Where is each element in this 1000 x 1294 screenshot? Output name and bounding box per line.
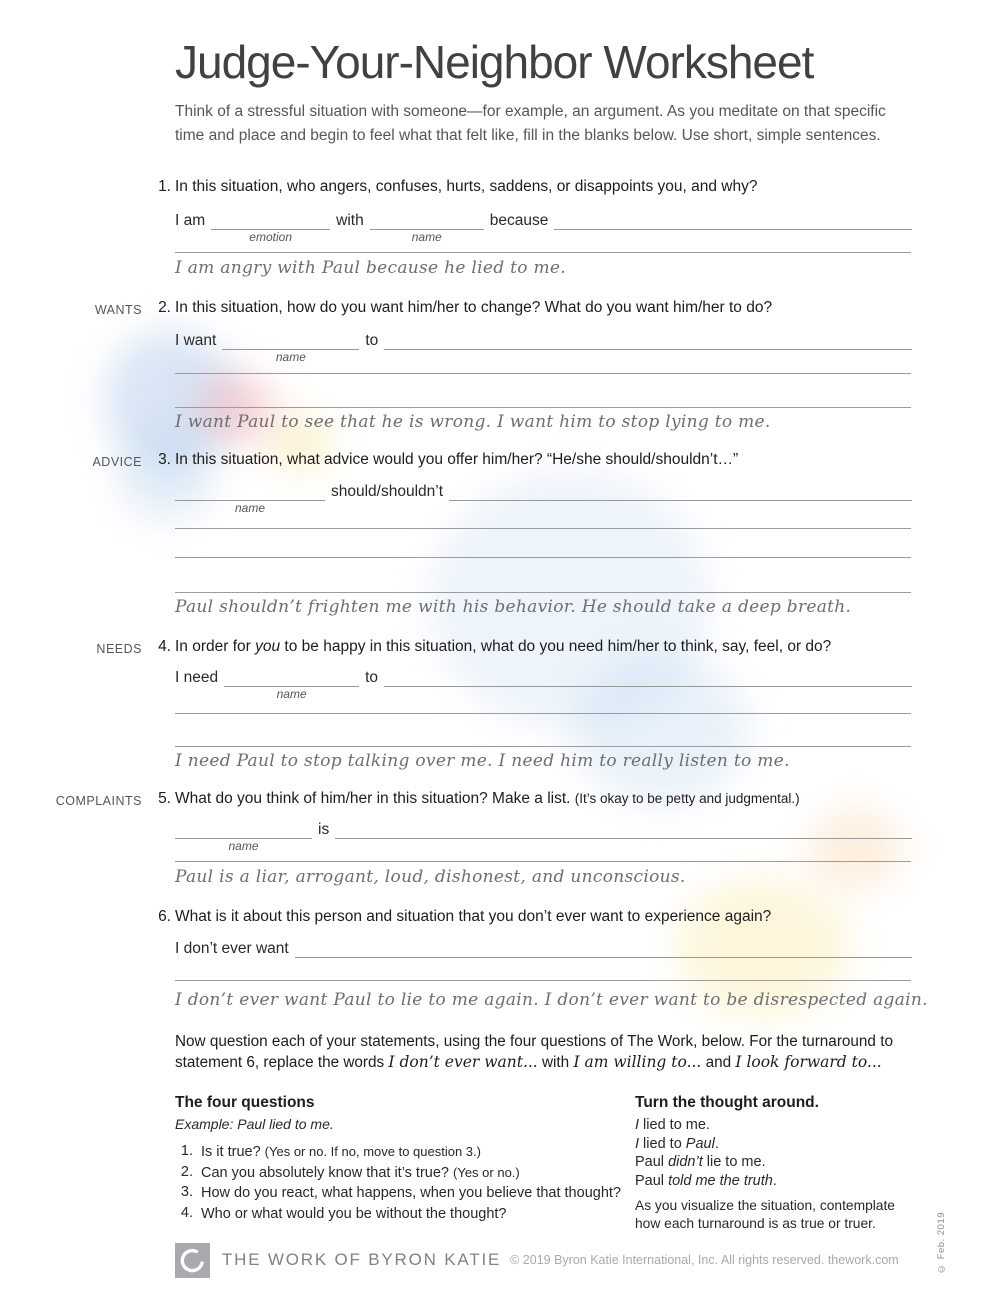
blank-label: name xyxy=(276,687,307,701)
script-phrase: I am willing to... xyxy=(573,1053,702,1071)
copyright-text: © 2019 Byron Katie International, Inc. All rights reserved. thework.com xyxy=(510,1253,899,1267)
fill-connector: to xyxy=(365,669,379,686)
blank-answer xyxy=(335,817,912,839)
footer xyxy=(175,1242,899,1278)
question-number: 4. xyxy=(158,638,171,655)
blank-emotion xyxy=(211,208,330,244)
blank-name xyxy=(175,479,325,515)
writing-line xyxy=(175,373,911,374)
blank-answer xyxy=(384,665,912,687)
blank-label: name xyxy=(234,501,266,515)
blank-name xyxy=(224,665,359,701)
writing-line xyxy=(175,980,911,981)
fill-connector: because xyxy=(489,212,549,229)
list-item: 1. Is it true? (Yes or no. If no, move to question 3.) xyxy=(180,1143,481,1160)
question-6 xyxy=(158,907,912,927)
side-label-complaints: COMPLAINTS xyxy=(55,794,142,808)
fill-connector: to xyxy=(365,332,379,349)
writing-line xyxy=(175,252,911,253)
fill-prefix: I don’t ever want xyxy=(175,940,289,957)
brand-wordmark: THE WORK OF BYRON KATIE xyxy=(222,1250,502,1269)
question-number: 2. xyxy=(158,299,171,316)
writing-line xyxy=(175,861,911,862)
script-phrase: I look forward to... xyxy=(735,1053,882,1071)
fill-connector: should/shouldn’t xyxy=(331,483,444,500)
question-1 xyxy=(158,177,912,197)
writing-line xyxy=(175,713,911,714)
example-answer: I need Paul to stop talking over me. I need him to really listen to me. xyxy=(175,751,790,771)
question-5 xyxy=(55,789,912,809)
question-text: In this situation, how do you want him/her to change? What do you want him/her to do? xyxy=(175,299,773,316)
byron-katie-logo-icon xyxy=(175,1243,210,1278)
side-label-wants: WANTS xyxy=(94,303,142,317)
four-questions-section xyxy=(175,1094,630,1224)
q6-fill-row xyxy=(175,937,912,958)
question-number: 5. xyxy=(158,790,171,807)
question-2 xyxy=(94,298,912,318)
side-label-needs: NEEDS xyxy=(96,642,142,656)
four-questions-example: Example: Paul lied to me. xyxy=(175,1116,334,1132)
question-text: In order for you to be happy in this situation, what do you need him/her to think, say, feel, or do? xyxy=(175,638,832,655)
blank-reason xyxy=(554,208,912,230)
example-answer: Paul shouldn’t frighten me with his behavior. He should take a deep breath. xyxy=(175,597,852,617)
writing-line xyxy=(175,407,911,408)
example-answer: I don’t ever want Paul to lie to me again. I don’t ever want to be disrespected again. xyxy=(175,990,928,1010)
four-questions-heading: The four questions xyxy=(175,1094,315,1111)
blank-label: emotion xyxy=(249,230,292,244)
blank-label: name xyxy=(228,839,259,853)
q4-fill-row xyxy=(175,666,912,701)
fill-prefix: I am xyxy=(175,212,206,229)
blank-label: name xyxy=(275,350,306,364)
list-item: 4. Who or what would you be without the thought? xyxy=(180,1204,507,1222)
blank-name xyxy=(175,817,312,853)
blank-name xyxy=(222,328,359,364)
writing-line xyxy=(175,592,911,593)
watermark-blob-blue xyxy=(105,330,235,470)
q3-fill-row xyxy=(175,480,912,515)
watermark-blob-pink xyxy=(196,372,276,444)
q1-fill-row xyxy=(175,209,912,244)
question-text: In this situation, what advice would you offer him/her? “He/she should/shouldn’t…” xyxy=(175,451,739,468)
example-answer: Paul is a liar, arrogant, loud, dishonest, and unconscious. xyxy=(175,867,686,887)
writing-line xyxy=(175,746,911,747)
q5-fill-row xyxy=(175,818,912,853)
turnaround-line: I lied to Paul. xyxy=(635,1135,719,1152)
writing-line xyxy=(175,557,911,558)
question-3 xyxy=(92,450,912,470)
example-answer: I am angry with Paul because he lied to me. xyxy=(175,258,566,278)
list-item: 2. Can you absolutely know that it’s true? (Yes or no.) xyxy=(180,1163,520,1181)
writing-line xyxy=(175,528,911,529)
turnaround-line: Paul didn’t lie to me. xyxy=(635,1154,766,1170)
fill-prefix: I want xyxy=(175,332,217,349)
script-phrase: I don’t ever want... xyxy=(388,1053,538,1071)
example-answer: I want Paul to see that he is wrong. I want him to stop lying to me. xyxy=(175,412,771,432)
blank-label: name xyxy=(411,230,442,244)
q2-fill-row xyxy=(175,329,912,364)
question-number: 6. xyxy=(158,908,171,925)
blank-answer xyxy=(449,479,912,501)
edition-date: © Feb. 2019 xyxy=(936,1212,947,1274)
turnaround-line: Paul told me the truth. xyxy=(635,1172,777,1189)
question-number: 1. xyxy=(158,178,171,195)
question-number: 3. xyxy=(158,451,171,468)
list-item: 3. How do you react, what happens, when you believe that thought? xyxy=(180,1184,621,1201)
page-title: Judge-Your-Neighbor Worksheet xyxy=(175,36,814,88)
question-4 xyxy=(96,637,912,657)
fill-connector: is xyxy=(318,821,330,838)
blank-answer xyxy=(384,328,912,350)
turnaround-section xyxy=(635,1094,925,1233)
fill-connector: with xyxy=(336,212,364,229)
fill-prefix: I need xyxy=(175,669,219,686)
question-text: What is it about this person and situation that you don’t ever want to experience again? xyxy=(175,908,772,925)
turnaround-heading: Turn the thought around. xyxy=(635,1094,819,1111)
side-label-advice: ADVICE xyxy=(92,455,142,469)
turnaround-note: As you visualize the situation, contemplate how each turnaround is as true or truer. xyxy=(635,1198,895,1231)
question-text: In this situation, who angers, confuses, hurts, saddens, or disappoints you, and why? xyxy=(175,178,758,195)
question-text: What do you think of him/her in this situation? Make a list. (It’s okay to be petty and judgmental.) xyxy=(175,790,800,807)
blank-name xyxy=(370,208,484,244)
intro-text: Think of a stressful situation with someone—for example, an argument. As you meditate on that specific time and place and begin to feel what that felt like, fill in the blanks below. Use short, simple sentences. xyxy=(175,103,886,144)
instructions-paragraph: Now question each of your statements, using the four questions of The Work, below. For the turnaround to statement 6, replace the words I don’t ever want... with I am willing to... and I look forward to... xyxy=(175,1033,893,1071)
turnaround-line: I lied to me. xyxy=(635,1117,710,1133)
blank-answer xyxy=(295,936,912,958)
